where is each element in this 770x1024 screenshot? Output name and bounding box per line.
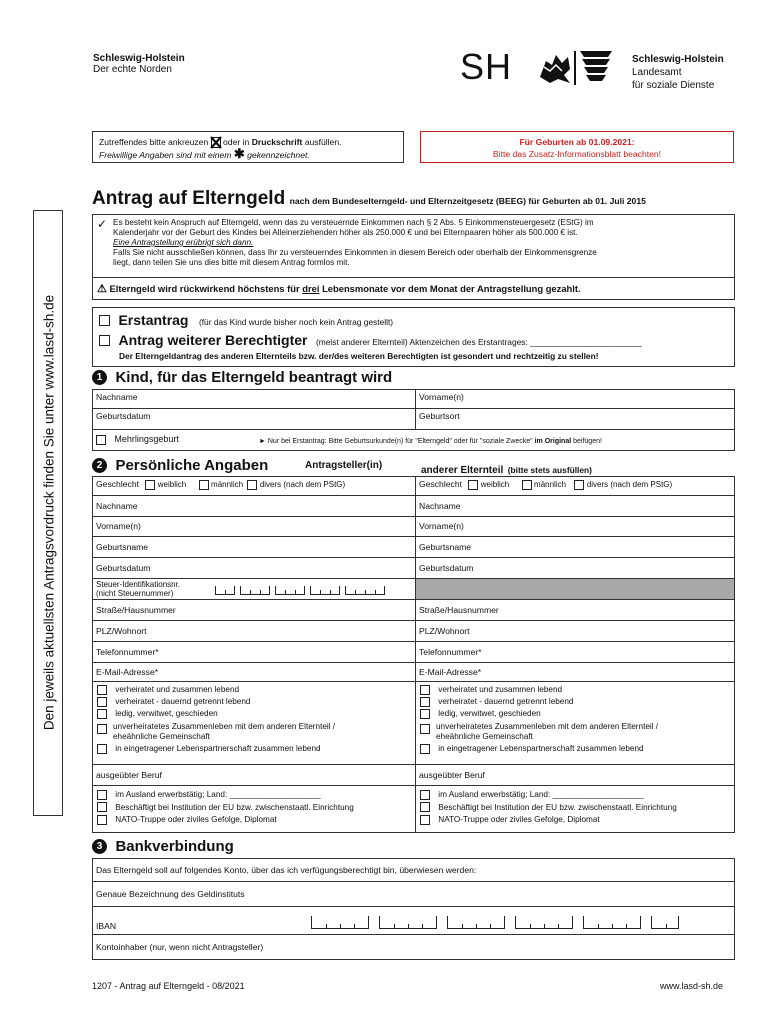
applicant-female-checkbox[interactable] bbox=[145, 480, 155, 490]
other-abroad-block bbox=[415, 785, 735, 833]
other-email-field[interactable] bbox=[415, 662, 735, 682]
bank-intro-row bbox=[92, 858, 735, 882]
applicant-nato-checkbox[interactable] bbox=[97, 815, 107, 825]
applicant-status-married-label: verheiratet und zusammen lebend bbox=[115, 685, 240, 695]
other-status-block bbox=[415, 681, 735, 765]
info-line-3: Eine Antragstellung erübrigt sich dann. bbox=[113, 238, 254, 247]
tax-id-label: Steuer-Identifikationsnr. bbox=[96, 580, 181, 589]
multiple-birth-checkbox[interactable] bbox=[96, 435, 106, 445]
side-banner bbox=[33, 210, 63, 816]
other-street-field[interactable] bbox=[415, 599, 735, 621]
applicant-status-single-label: ledig, verwitwet, geschieden bbox=[115, 709, 218, 719]
applicant-email-label: E-Mail-Adresse* bbox=[96, 667, 159, 677]
other-birthname-label: Geburtsname bbox=[419, 542, 472, 552]
applicant-city-field[interactable] bbox=[92, 620, 416, 642]
other-diverse-label: divers (nach dem PStG) bbox=[586, 480, 673, 489]
tax-id-other-shaded bbox=[415, 578, 735, 600]
other-eu-checkbox[interactable] bbox=[420, 802, 430, 812]
bank-name-field[interactable] bbox=[92, 881, 735, 907]
erstantrag-label: Erstantrag bbox=[118, 312, 189, 328]
child-firstname-field[interactable] bbox=[415, 389, 735, 409]
warning-text-1: Elterngeld wird rückwirkend höchstens für bbox=[109, 283, 300, 294]
applicant-male-checkbox[interactable] bbox=[199, 480, 209, 490]
warning-box bbox=[92, 278, 735, 300]
applicant-birthname-field[interactable] bbox=[92, 536, 416, 558]
other-female-checkbox[interactable] bbox=[468, 480, 478, 490]
multiple-birth-label: Mehrlingsgeburt bbox=[114, 434, 179, 444]
tax-id-field[interactable] bbox=[92, 578, 416, 600]
footer-website: www.lasd-sh.de bbox=[660, 981, 724, 991]
title-main: Antrag auf Elterngeld bbox=[92, 188, 286, 209]
applicant-birthdate-field[interactable] bbox=[92, 557, 416, 579]
aktenzeichen-field[interactable]: (meist anderer Elternteil) Aktenzeichen des Erstantrages: ________________________ bbox=[315, 337, 642, 347]
child-firstname-label: Vorname(n) bbox=[419, 392, 464, 402]
applicant-male-label: männlich bbox=[211, 480, 244, 489]
applicant-status-married-checkbox[interactable] bbox=[97, 685, 107, 695]
applicant-occupation-field[interactable] bbox=[92, 764, 416, 786]
other-status-partner-checkbox[interactable] bbox=[420, 724, 430, 734]
other-lastname-label: Nachname bbox=[419, 501, 461, 511]
birth-notice-title: Für Geburten ab 01.09.2021: bbox=[519, 137, 635, 147]
applicant-birthdate-label: Geburtsdatum bbox=[96, 563, 151, 573]
other-male-label: männlich bbox=[534, 480, 567, 489]
birth-notice-box bbox=[420, 131, 734, 163]
other-birthdate-field[interactable] bbox=[415, 557, 735, 579]
other-gender-label: Geschlecht bbox=[419, 479, 462, 489]
warning-underlined: drei bbox=[302, 283, 320, 294]
other-female-label: weiblich bbox=[480, 480, 510, 489]
other-diverse-checkbox[interactable] bbox=[574, 480, 584, 490]
other-phone-field[interactable] bbox=[415, 641, 735, 663]
multiple-birth-row bbox=[92, 429, 735, 451]
section3-title: Bankverbindung bbox=[115, 838, 234, 855]
applicant-status-registered-label: in eingetragener Lebenspartnerschaft zusammen lebend bbox=[115, 744, 321, 754]
iban-field[interactable] bbox=[92, 906, 735, 935]
other-occupation-field[interactable] bbox=[415, 764, 735, 786]
checkmark-icon: ✓ bbox=[97, 217, 108, 231]
applicant-diverse-checkbox[interactable] bbox=[247, 480, 257, 490]
applicant-status-separated-label: verheiratet - dauernd getrennt lebend bbox=[115, 697, 251, 707]
child-lastname-label: Nachname bbox=[96, 392, 138, 402]
header-authority-line3: für soziale Dienste bbox=[632, 80, 715, 91]
separate-application-note: Der Elterngeldantrag des anderen Elternteils bzw. der/des weiteren Berechtigten ist gesondert und rechtzeitig zu stellen! bbox=[119, 351, 599, 361]
other-parent-column-title: anderer Elternteil bbox=[421, 465, 504, 476]
other-occupation-label: ausgeübter Beruf bbox=[419, 770, 485, 780]
instructions-box bbox=[92, 131, 404, 163]
birth-certificate-note-a: ► Nur bei Erstantrag: Bitte Geburtsurkunde(n) für "Elterngeld" oder für "soziale Zwecke" bbox=[259, 438, 533, 445]
section1-header bbox=[92, 369, 392, 387]
applicant-female-label: weiblich bbox=[157, 480, 187, 489]
weiterer-berechtigter-label: Antrag weiterer Berechtigter bbox=[118, 332, 308, 348]
instructions-text-1: Zutreffendes bitte ankreuzen bbox=[99, 137, 209, 147]
applicant-diverse-label: divers (nach dem PStG) bbox=[259, 480, 346, 489]
info-line-1: Es besteht kein Anspruch auf Elterngeld, wenn das zu versteuernde Einkommen nach § 2 Abs. 5 Einkommensteuergesetz (EStG) im bbox=[113, 218, 594, 227]
coat-of-arms-icon bbox=[536, 47, 616, 92]
other-city-field[interactable] bbox=[415, 620, 735, 642]
applicant-abroad-block bbox=[92, 785, 416, 833]
optional-text-2: gekennzeichnet. bbox=[247, 150, 310, 161]
erstantrag-note: (für das Kind wurde bisher noch kein Antrag gestellt) bbox=[198, 317, 394, 327]
other-nato-label: NATO-Truppe oder ziviles Gefolge, Diplomat bbox=[438, 815, 600, 824]
applicant-gender-label: Geschlecht bbox=[96, 479, 139, 489]
applicant-nato-label: NATO-Truppe oder ziviles Gefolge, Diplomat bbox=[115, 815, 277, 824]
application-type-box bbox=[92, 307, 735, 367]
header-left bbox=[93, 53, 185, 75]
account-holder-label: Kontoinhaber (nur, wenn nicht Antragsteller) bbox=[96, 942, 264, 952]
warning-text-2: Lebensmonate vor dem Monat der Antragstellung gezahlt. bbox=[322, 283, 581, 294]
header-authority-state: Schleswig-Holstein bbox=[632, 54, 724, 65]
other-status-partner-label-2: eheähnliche Gemeinschaft bbox=[436, 732, 533, 741]
instructions-bold: Druckschrift bbox=[251, 137, 303, 147]
other-city-label: PLZ/Wohnort bbox=[419, 626, 470, 636]
applicant-birthname-label: Geburtsname bbox=[96, 542, 149, 552]
instructions-text-2: oder in bbox=[223, 137, 250, 147]
other-status-partner-label: unverheiratetes Zusammenleben mit dem anderen Elternteil / bbox=[436, 722, 659, 731]
applicant-email-field[interactable] bbox=[92, 662, 416, 682]
other-status-single-checkbox[interactable] bbox=[420, 709, 430, 719]
section3-header bbox=[92, 838, 234, 856]
section2-number: 2 bbox=[92, 458, 107, 473]
bank-intro-text: Das Elterngeld soll auf folgendes Konto, über das ich verfügungsberechtigt bin, überwiesen werden: bbox=[96, 865, 477, 875]
other-email-label: E-Mail-Adresse* bbox=[419, 667, 482, 677]
applicant-status-partner-label-2: eheähnliche Gemeinschaft bbox=[113, 732, 210, 741]
header-authority-line2: Landesamt bbox=[632, 67, 682, 78]
other-parent-column-note: (bitte stets ausfüllen) bbox=[507, 465, 592, 475]
applicant-lastname-field[interactable] bbox=[92, 495, 416, 517]
other-gender-row bbox=[415, 476, 735, 496]
applicant-eu-label: Beschäftigt bei Institution der EU bzw. zwischenstaatl. Einrichtung bbox=[115, 802, 354, 812]
applicant-status-partner-label: unverheiratetes Zusammenleben mit dem anderen Elternteil / bbox=[113, 722, 336, 731]
applicant-status-registered-checkbox[interactable] bbox=[97, 744, 107, 754]
applicant-street-label: Straße/Hausnummer bbox=[96, 605, 176, 615]
bank-name-label: Genaue Bezeichnung des Geldinstituts bbox=[96, 889, 245, 899]
applicant-city-label: PLZ/Wohnort bbox=[96, 626, 147, 636]
applicant-phone-label: Telefonnummer* bbox=[96, 647, 159, 657]
applicant-street-field[interactable] bbox=[92, 599, 416, 621]
header-slogan: Der echte Norden bbox=[93, 64, 172, 75]
instructions-text-3: ausfüllen. bbox=[304, 137, 342, 147]
other-status-married-checkbox[interactable] bbox=[420, 685, 430, 695]
other-status-single-label: ledig, verwitwet, geschieden bbox=[438, 709, 541, 719]
other-phone-label: Telefonnummer* bbox=[419, 647, 482, 657]
applicant-firstname-label: Vorname(n) bbox=[96, 521, 141, 531]
section3-number: 3 bbox=[92, 839, 107, 854]
other-status-separated-checkbox[interactable] bbox=[420, 697, 430, 707]
erstantrag-checkbox[interactable] bbox=[99, 315, 110, 326]
other-birthname-field[interactable] bbox=[415, 536, 735, 558]
child-birthdate-label: Geburtsdatum bbox=[96, 411, 151, 421]
applicant-status-block bbox=[92, 681, 416, 765]
child-birthplace-field[interactable] bbox=[415, 408, 735, 430]
info-line-4: Falls Sie nicht ausschließen können, dass Ihr zu versteuerndes Einkommen in diesem Bereich oder oberhalb der Einkommensgrenze bbox=[113, 248, 597, 257]
section2-title: Persönliche Angaben bbox=[115, 457, 269, 474]
other-eu-label: Beschäftigt bei Institution der EU bzw. zwischenstaatl. Einrichtung bbox=[438, 802, 677, 812]
applicant-lastname-label: Nachname bbox=[96, 501, 138, 511]
birth-notice-text: Bitte das Zusatz-Informationsblatt beachten! bbox=[492, 149, 662, 159]
tax-id-note: (nicht Steuernummer) bbox=[96, 589, 174, 598]
applicant-occupation-label: ausgeübter Beruf bbox=[96, 770, 162, 780]
other-abroad-checkbox[interactable] bbox=[420, 790, 430, 800]
other-status-registered-label: in eingetragener Lebenspartnerschaft zusammen lebend bbox=[438, 744, 644, 754]
applicant-status-single-checkbox[interactable] bbox=[97, 709, 107, 719]
iban-digit-boxes[interactable] bbox=[311, 916, 684, 929]
header-right bbox=[632, 53, 724, 92]
other-status-registered-checkbox[interactable] bbox=[420, 744, 430, 754]
applicant-status-separated-checkbox[interactable] bbox=[97, 697, 107, 707]
applicant-abroad-label: im Ausland erwerbstätig; Land: ____________________ bbox=[115, 790, 321, 799]
other-status-married-label: verheiratet und zusammen lebend bbox=[438, 685, 563, 695]
applicant-abroad-checkbox[interactable] bbox=[97, 790, 107, 800]
account-holder-field[interactable] bbox=[92, 934, 735, 960]
tax-id-digit-boxes[interactable] bbox=[215, 584, 390, 595]
birth-certificate-note-b: beifügen! bbox=[573, 438, 602, 445]
applicant-firstname-field[interactable] bbox=[92, 516, 416, 537]
page-title bbox=[92, 188, 646, 210]
header-state: Schleswig-Holstein bbox=[93, 53, 185, 64]
weiterer-berechtigter-checkbox[interactable] bbox=[99, 335, 110, 346]
iban-label: IBAN bbox=[96, 921, 117, 931]
side-banner-text: Den jeweils aktuellsten Antragsvordruck finden Sie unter www.lasd-sh.de bbox=[41, 294, 57, 731]
warning-icon: ⚠ bbox=[97, 283, 107, 295]
birth-certificate-note bbox=[259, 436, 602, 447]
optional-text-1: Freiwillige Angaben sind mit einem bbox=[99, 150, 232, 161]
footer-form-number: 1207 - Antrag auf Elterngeld - 08/2021 bbox=[92, 981, 245, 991]
section1-title: Kind, für das Elterngeld beantragt wird bbox=[115, 369, 393, 386]
other-abroad-label: im Ausland erwerbstätig; Land: ____________________ bbox=[438, 790, 644, 799]
other-lastname-field[interactable] bbox=[415, 495, 735, 517]
other-status-separated-label: verheiratet - dauernd getrennt lebend bbox=[438, 697, 574, 707]
section2-header bbox=[92, 457, 422, 475]
section1-number: 1 bbox=[92, 370, 107, 385]
applicant-gender-row bbox=[92, 476, 416, 496]
child-lastname-field[interactable] bbox=[92, 389, 416, 409]
child-birthplace-label: Geburtsort bbox=[419, 411, 460, 421]
sh-logo-text: SH bbox=[460, 46, 513, 87]
other-firstname-field[interactable] bbox=[415, 516, 735, 537]
info-line-2: Kalenderjahr vor der Geburt des Kindes bei Alleinerziehenden höher als 250.000 € und bei Elternpaaren höher als 500.000 € ist. bbox=[113, 228, 578, 237]
other-birthdate-label: Geburtsdatum bbox=[419, 563, 474, 573]
other-male-checkbox[interactable] bbox=[522, 480, 532, 490]
other-firstname-label: Vorname(n) bbox=[419, 521, 464, 531]
birth-certificate-note-bold: im Original bbox=[534, 438, 572, 445]
applicant-phone-field[interactable] bbox=[92, 641, 416, 663]
info-line-5: liegt, dann teilen Sie uns dies bitte mit diesem Antrag formlos mit. bbox=[113, 258, 350, 267]
title-sub: nach dem Bundeselterngeld- und Elternzeitgesetz (BEEG) für Geburten ab 01. Juli 2015 bbox=[289, 196, 646, 206]
asterisk-icon: ✱ bbox=[233, 146, 245, 162]
applicant-column-title: Antragsteller(in) bbox=[305, 460, 383, 471]
cross-icon bbox=[211, 137, 221, 148]
other-street-label: Straße/Hausnummer bbox=[419, 605, 499, 615]
applicant-status-partner-checkbox[interactable] bbox=[97, 724, 107, 734]
other-nato-checkbox[interactable] bbox=[420, 815, 430, 825]
applicant-eu-checkbox[interactable] bbox=[97, 802, 107, 812]
income-info-box bbox=[92, 214, 735, 278]
child-birthdate-field[interactable] bbox=[92, 408, 416, 430]
